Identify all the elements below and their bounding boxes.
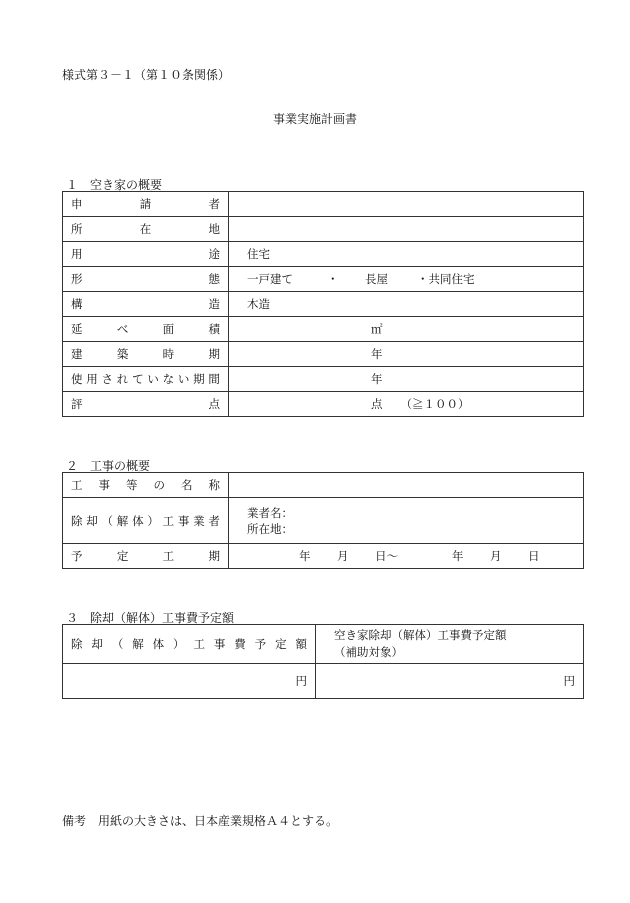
value-built-period[interactable] bbox=[229, 342, 584, 367]
vacant-period-unit: 年 bbox=[371, 372, 383, 386]
value-usage[interactable] bbox=[229, 242, 584, 267]
label-floor-area: 延 べ 面 積 bbox=[71, 322, 220, 336]
section2-table bbox=[62, 472, 584, 569]
schedule-end-day: 日 bbox=[528, 549, 540, 563]
row-cost-values bbox=[63, 664, 584, 699]
value-schedule[interactable] bbox=[229, 544, 584, 569]
built-period-unit: 年 bbox=[371, 347, 383, 361]
schedule-start-year: 年 bbox=[299, 549, 311, 563]
header-demolition-cost: 除 却 （ 解 体 ） 工 事 費 予 定 額 bbox=[71, 637, 307, 651]
value-demolition-cost[interactable] bbox=[63, 664, 316, 699]
subsidy-cost-unit: 円 bbox=[563, 674, 575, 688]
schedule-start-month: 月 bbox=[337, 549, 349, 563]
label-usage: 用 途 bbox=[71, 247, 220, 261]
row-work-name bbox=[63, 473, 584, 498]
label-built-period: 建 築 時 期 bbox=[71, 347, 220, 361]
form-option-row-house: 長屋 bbox=[365, 272, 388, 286]
row-location bbox=[63, 217, 584, 242]
schedule-start-day: 日～ bbox=[375, 549, 398, 563]
form-option-detached: 一戸建て bbox=[247, 272, 293, 286]
form-separator-dot: ・ bbox=[327, 272, 339, 286]
value-floor-area[interactable] bbox=[229, 317, 584, 342]
label-vacant-period: 使 用 さ れ て い な い 期 間 bbox=[71, 372, 220, 386]
demolition-cost-unit: 円 bbox=[295, 674, 307, 688]
label-schedule: 予 定 工 期 bbox=[71, 549, 220, 563]
section3-heading: ３ 除却（解体）工事費予定額 bbox=[66, 611, 235, 625]
contractor-name-label: 業者名： bbox=[247, 505, 293, 520]
label-form: 形 態 bbox=[71, 272, 220, 286]
contractor-address-label: 所在地： bbox=[247, 521, 293, 536]
form-option-apartment: ・共同住宅 bbox=[417, 272, 475, 286]
section1-heading: １ 空き家の概要 bbox=[66, 178, 163, 192]
document-title: 事業実施計画書 bbox=[272, 112, 357, 126]
row-vacant-period bbox=[63, 367, 584, 392]
score-unit: 点 bbox=[371, 397, 383, 411]
value-vacant-period[interactable] bbox=[229, 367, 584, 392]
value-structure[interactable] bbox=[229, 292, 584, 317]
row-applicant bbox=[63, 192, 584, 217]
label-location: 所 在 地 bbox=[71, 222, 220, 236]
row-score bbox=[63, 392, 584, 417]
row-contractor bbox=[63, 498, 584, 544]
schedule-end-year: 年 bbox=[452, 549, 464, 563]
row-form bbox=[63, 267, 584, 292]
label-work-name: 工 事 等 の 名 称 bbox=[71, 478, 220, 492]
section2-heading: ２ 工事の概要 bbox=[66, 459, 151, 473]
value-work-name[interactable] bbox=[229, 473, 584, 498]
label-contractor: 除 却 （ 解 体 ） 工 事 業 者 bbox=[71, 513, 220, 528]
value-location[interactable] bbox=[229, 217, 584, 242]
row-structure bbox=[63, 292, 584, 317]
row-usage bbox=[63, 242, 584, 267]
subsidy-cost-header-line2: （補助対象） bbox=[334, 645, 403, 659]
form-number: 様式第３－１（第１０条関係） bbox=[62, 68, 231, 82]
row-floor-area bbox=[63, 317, 584, 342]
header-subsidy-cost bbox=[316, 625, 584, 664]
floor-area-unit: ㎡ bbox=[371, 322, 383, 336]
schedule-end-month: 月 bbox=[490, 549, 502, 563]
structure-text: 木造 bbox=[247, 297, 270, 311]
score-note: （≧１００） bbox=[400, 397, 470, 411]
remark-note: 備考 用紙の大きさは、日本産業規格Ａ４とする。 bbox=[62, 814, 339, 828]
label-score: 評 点 bbox=[71, 397, 220, 411]
value-subsidy-cost[interactable] bbox=[316, 664, 584, 699]
subsidy-cost-header-line1: 空き家除却（解体）工事費予定額 bbox=[334, 628, 507, 642]
label-applicant: 申 請 者 bbox=[71, 197, 220, 211]
value-form[interactable] bbox=[229, 267, 584, 292]
section3-table bbox=[62, 624, 584, 699]
row-built-period bbox=[63, 342, 584, 367]
usage-text: 住宅 bbox=[247, 247, 270, 261]
value-contractor[interactable] bbox=[229, 498, 584, 544]
row-schedule bbox=[63, 544, 584, 569]
section1-table bbox=[62, 191, 584, 417]
label-structure: 構 造 bbox=[71, 297, 220, 311]
row-cost-header bbox=[63, 625, 584, 664]
value-score[interactable] bbox=[229, 392, 584, 417]
value-applicant[interactable] bbox=[229, 192, 584, 217]
